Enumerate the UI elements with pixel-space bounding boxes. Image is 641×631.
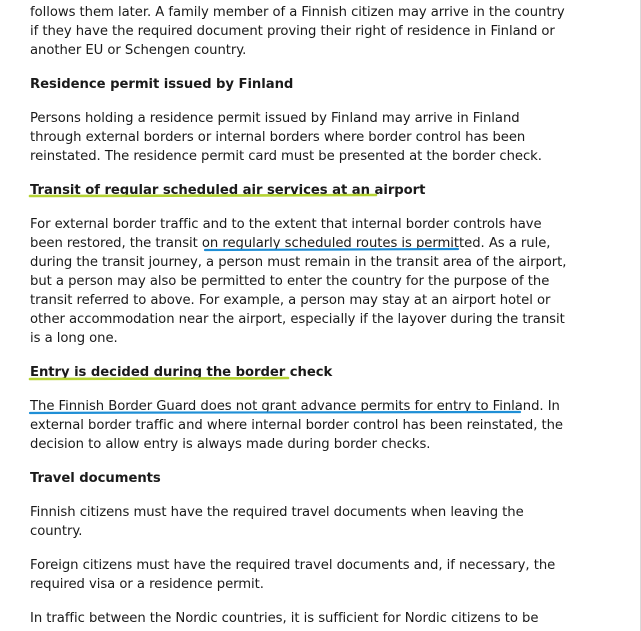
travel-nordic-line-1: In traffic between the Nordic countries, it is sufficient for Nordic citizens to be bbox=[30, 611, 539, 626]
entry-line-1: The Finnish Border Guard does not grant advance permits for entry to Finland. In bbox=[30, 399, 560, 414]
transit-line-3: during the transit journey, a person must remain in the transit area of the airport, bbox=[30, 255, 567, 270]
transit-line-4: but a person may also be permitted to enter the country for the purpose of the bbox=[30, 274, 550, 289]
intro-line-2: if they have the required document proving their right of residence in Finland or bbox=[30, 24, 555, 39]
transit-line-2: been restored, the transit on regularly scheduled routes is permitted. As a rule, bbox=[30, 236, 551, 251]
transit-line-1: For external border traffic and to the extent that internal border controls have bbox=[30, 217, 542, 232]
entry-line-3: decision to allow entry is always made during border checks. bbox=[30, 437, 431, 452]
transit-heading: Transit of regular scheduled air services at an airport bbox=[30, 183, 426, 198]
travel-finnish-line-2: country. bbox=[30, 524, 83, 539]
residence-line-1: Persons holding a residence permit issued by Finland may arrive in Finland bbox=[30, 111, 520, 126]
travel-foreign-line-1: Foreign citizens must have the required travel documents and, if necessary, the bbox=[30, 558, 556, 573]
residence-heading: Residence permit issued by Finland bbox=[30, 77, 294, 92]
intro-line-1: follows them later. A family member of a Finnish citizen may arrive in the country bbox=[30, 5, 565, 20]
entry-line-2: external border traffic and where internal border control has been reinstated, the bbox=[30, 418, 563, 433]
entry-heading: Entry is decided during the border check bbox=[30, 365, 333, 380]
transit-line-6: other accommodation near the airport, especially if the layover during the transit bbox=[30, 312, 565, 327]
residence-line-2: through external borders or internal borders where border control has been bbox=[30, 130, 526, 145]
travel-heading: Travel documents bbox=[30, 471, 161, 486]
intro-line-3: another EU or Schengen country. bbox=[30, 43, 247, 58]
travel-finnish-line-1: Finnish citizens must have the required travel documents when leaving the bbox=[30, 505, 524, 520]
transit-line-7: is a long one. bbox=[30, 331, 118, 346]
transit-line-5: transit referred to above. For example, a person may stay at an airport hotel or bbox=[30, 293, 551, 308]
residence-line-3: reinstated. The residence permit card must be presented at the border check. bbox=[30, 149, 542, 164]
travel-foreign-line-2: required visa or a residence permit. bbox=[30, 577, 264, 592]
